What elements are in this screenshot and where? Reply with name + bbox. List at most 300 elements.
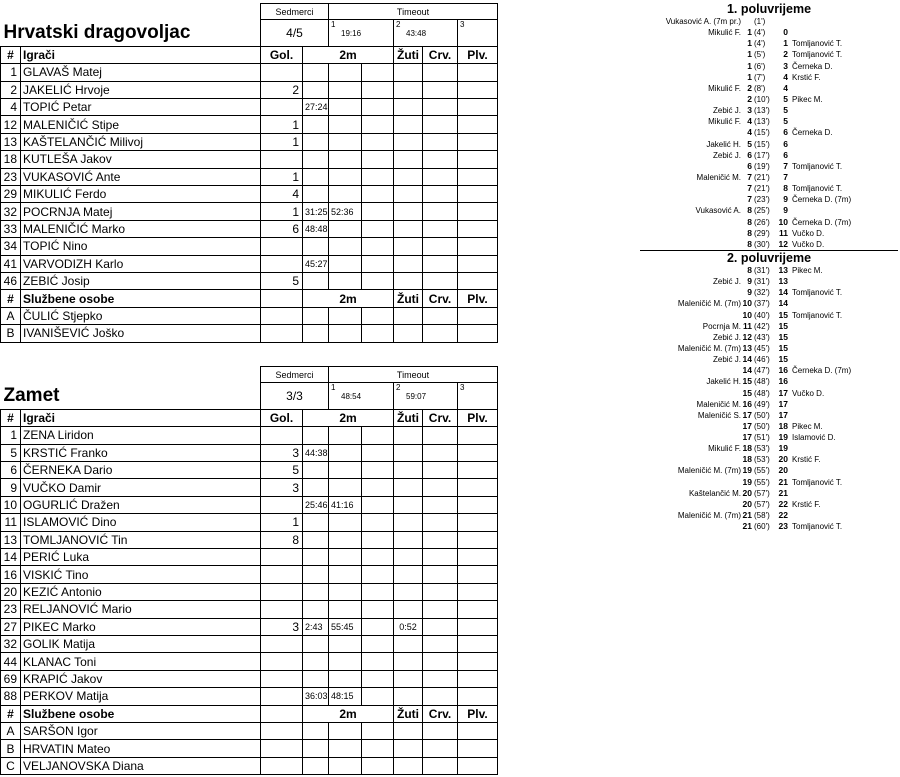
- suspension-2: [329, 479, 362, 496]
- home-score: 6: [747, 160, 752, 171]
- red-card: [423, 670, 458, 687]
- home-score: 2: [747, 82, 752, 93]
- away-score: 4: [783, 71, 788, 82]
- blue-card: [458, 601, 498, 618]
- blue-card: [458, 427, 498, 444]
- player-number: 12: [1, 116, 21, 133]
- away-scorer: Černeka D.: [792, 128, 833, 138]
- suspension-2: [329, 444, 362, 461]
- suspension-3: [362, 688, 394, 705]
- goal-event: [640, 183, 898, 194]
- event-minute: (4'): [754, 28, 766, 38]
- player-name: GOLIK Matija: [21, 635, 261, 652]
- home-score: 1: [747, 38, 752, 49]
- event-minute: (47'): [754, 366, 770, 376]
- player-goals: [261, 688, 303, 705]
- goal-event: [640, 161, 898, 172]
- official-name: SARŠON Igor: [21, 722, 261, 739]
- official-name: ČULIĆ Stjepko: [21, 307, 261, 324]
- red-card: [423, 203, 458, 220]
- player-row: [1, 238, 498, 255]
- yellow-card: [394, 549, 423, 566]
- sedmerci-label: Sedmerci: [261, 367, 329, 383]
- player-number: 2: [1, 81, 21, 98]
- goal-event: [640, 217, 898, 228]
- event-minute: (5'): [754, 50, 766, 60]
- player-row: [1, 116, 498, 133]
- suspension-2: 52:36: [329, 203, 362, 220]
- timeout-cell: [394, 383, 458, 410]
- away-score: 15: [778, 309, 788, 320]
- away-scorer: Pikec M.: [792, 421, 823, 431]
- blue-card: [458, 653, 498, 670]
- player-number: 9: [1, 479, 21, 496]
- blue-card: [458, 133, 498, 150]
- player-name: ZEBIĆ Josip: [21, 272, 261, 289]
- player-number: 34: [1, 238, 21, 255]
- red-card: [423, 462, 458, 479]
- player-name: VUČKO Damir: [21, 479, 261, 496]
- suspension-1: 25:46: [303, 496, 329, 513]
- event-minute: (53'): [754, 455, 770, 465]
- col-header-2min: 2m: [303, 46, 394, 63]
- goal-event: [640, 354, 898, 365]
- home-scorer: Maleničić M. (7m): [677, 466, 741, 476]
- away-score: 3: [783, 60, 788, 71]
- player-number: 1: [1, 427, 21, 444]
- event-minute: (29'): [754, 228, 770, 238]
- col-header-officials: Službene osobe: [21, 290, 261, 307]
- suspension-2: [329, 255, 362, 272]
- col-header-yellow: Žuti: [394, 290, 423, 307]
- red-card: [423, 583, 458, 600]
- away-scorer: Vučko D.: [792, 228, 825, 238]
- suspension-1: [303, 64, 329, 81]
- event-minute: (55'): [754, 466, 770, 476]
- event-minute: (7'): [754, 72, 766, 82]
- red-card: [423, 566, 458, 583]
- goal-event: [640, 298, 898, 309]
- suspension-1: 2:43: [303, 618, 329, 635]
- blue-card: [458, 151, 498, 168]
- player-goals: [261, 653, 303, 670]
- goal-event: [640, 105, 898, 116]
- suspension-3: [362, 444, 394, 461]
- suspension-2: [329, 133, 362, 150]
- player-goals: [261, 64, 303, 81]
- timeout-time: 19:16: [341, 29, 362, 39]
- suspension-3: [362, 168, 394, 185]
- yellow-card: [394, 64, 423, 81]
- away-score: 20: [778, 465, 788, 476]
- goal-event: [640, 72, 898, 83]
- event-minute: (48'): [754, 388, 770, 398]
- col-header-red: Crv.: [423, 409, 458, 426]
- suspension-1: [303, 740, 329, 757]
- player-goals: [261, 255, 303, 272]
- suspension-3: [362, 514, 394, 531]
- home-score: 4: [747, 116, 752, 127]
- red-card: [423, 151, 458, 168]
- timeout-cell: [394, 20, 458, 47]
- blue-card: [458, 203, 498, 220]
- yellow-card: [394, 722, 423, 739]
- half-title: 1. poluvrijeme: [726, 2, 812, 16]
- blue-card: [458, 549, 498, 566]
- home-score: 8: [747, 216, 752, 227]
- away-scorer: Vučko D.: [792, 388, 825, 398]
- suspension-3: [362, 549, 394, 566]
- goal-event: [640, 116, 898, 127]
- goal-event: [640, 510, 898, 521]
- col-header-red: Crv.: [423, 290, 458, 307]
- blue-card: [458, 238, 498, 255]
- home-score: 12: [742, 331, 752, 342]
- goal-event: [640, 332, 898, 343]
- away-score: 17: [778, 409, 788, 420]
- official-id: B: [1, 325, 21, 342]
- event-minute: (15'): [754, 139, 770, 149]
- event-minute: (13'): [754, 117, 770, 127]
- red-card: [423, 618, 458, 635]
- team-name: Hrvatski dragovoljac: [3, 21, 191, 43]
- spacer: [1, 367, 261, 383]
- event-minute: (53'): [754, 444, 770, 454]
- player-row: [1, 151, 498, 168]
- player-number: 11: [1, 514, 21, 531]
- away-scorer: Islamović D.: [792, 433, 836, 443]
- away-score: 15: [778, 342, 788, 353]
- event-minute: (6'): [754, 61, 766, 71]
- away-scorer: Tomljanović T.: [792, 161, 843, 171]
- event-minute: (46'): [754, 355, 770, 365]
- red-card: [423, 688, 458, 705]
- home-score: 21: [742, 510, 752, 521]
- col-header-blue: Plv.: [458, 705, 498, 722]
- home-score: 1: [747, 27, 752, 38]
- event-minute: (19'): [754, 161, 770, 171]
- away-score: 18: [778, 420, 788, 431]
- away-score: 19: [778, 443, 788, 454]
- red-card: [423, 740, 458, 757]
- suspension-3: [362, 618, 394, 635]
- home-score: 7: [747, 183, 752, 194]
- red-card: [423, 444, 458, 461]
- suspension-2: [329, 238, 362, 255]
- player-goals: [261, 549, 303, 566]
- col-header-yellow: Žuti: [394, 409, 423, 426]
- goal-event: [640, 287, 898, 298]
- timeout-cell: [458, 383, 498, 410]
- goal-event: [640, 172, 898, 183]
- blue-card: [458, 635, 498, 652]
- blue-card: [458, 618, 498, 635]
- goal-event: [640, 94, 898, 105]
- suspension-3: [362, 81, 394, 98]
- suspension-2: [329, 168, 362, 185]
- timeout-cell: [329, 383, 394, 410]
- empty-cell: [261, 307, 303, 324]
- player-row: [1, 479, 498, 496]
- col-header-number: #: [1, 409, 21, 426]
- home-scorer: Vukasović A. (7m pr.): [665, 17, 741, 26]
- yellow-card: [394, 220, 423, 237]
- official-name: VELJANOVSKA Diana: [21, 757, 261, 774]
- suspension-2: [329, 635, 362, 652]
- timeout-number: 2: [396, 383, 401, 393]
- suspension-2: [329, 325, 362, 342]
- player-name: ISLAMOVIĆ Dino: [21, 514, 261, 531]
- red-card: [423, 722, 458, 739]
- player-number: 69: [1, 670, 21, 687]
- suspension-1: [303, 549, 329, 566]
- suspension-2: [329, 583, 362, 600]
- blue-card: [458, 757, 498, 774]
- event-minute: (51'): [754, 433, 770, 443]
- timeout-label: Timeout: [329, 367, 498, 383]
- suspension-3: [362, 238, 394, 255]
- suspension-1: [303, 272, 329, 289]
- player-name: KRAPIĆ Jakov: [21, 670, 261, 687]
- event-minute: (10'): [754, 94, 770, 104]
- suspension-2: [329, 81, 362, 98]
- away-scorer: Černeka D. (7m): [792, 195, 852, 205]
- player-goals: 4: [261, 186, 303, 203]
- suspension-3: [362, 722, 394, 739]
- suspension-2: [329, 116, 362, 133]
- home-score: 5: [747, 138, 752, 149]
- away-score: 21: [778, 476, 788, 487]
- blue-card: [458, 64, 498, 81]
- away-score: 19: [778, 432, 788, 443]
- blue-card: [458, 583, 498, 600]
- suspension-2: [329, 64, 362, 81]
- suspension-1: [303, 133, 329, 150]
- red-card: [423, 168, 458, 185]
- player-name: PERKOV Matija: [21, 688, 261, 705]
- suspension-1: 27:24: [303, 99, 329, 116]
- goal-event: [640, 432, 898, 443]
- player-number: 6: [1, 462, 21, 479]
- player-row: [1, 272, 498, 289]
- home-score: 2: [747, 93, 752, 104]
- official-id: C: [1, 757, 21, 774]
- suspension-1: [303, 168, 329, 185]
- red-card: [423, 272, 458, 289]
- away-score: 11: [779, 227, 788, 238]
- player-number: 16: [1, 566, 21, 583]
- official-row: [1, 307, 498, 324]
- blue-card: [458, 531, 498, 548]
- home-scorer: Maleničić M. (7m): [677, 299, 741, 309]
- player-row: [1, 635, 498, 652]
- yellow-card: [394, 740, 423, 757]
- away-score: 1: [783, 38, 788, 49]
- official-row: [1, 722, 498, 739]
- blue-card: [458, 566, 498, 583]
- yellow-card: [394, 186, 423, 203]
- event-minute: (31'): [754, 277, 770, 287]
- timeout-number: 1: [331, 20, 336, 30]
- player-number: 13: [1, 133, 21, 150]
- event-minute: (8'): [754, 83, 766, 93]
- red-card: [423, 307, 458, 324]
- home-scorer: Jakelić H.: [706, 377, 741, 387]
- goal-event: [640, 265, 898, 276]
- player-row: [1, 688, 498, 705]
- player-goals: [261, 496, 303, 513]
- suspension-1: [303, 81, 329, 98]
- suspension-1: [303, 427, 329, 444]
- player-number: 88: [1, 688, 21, 705]
- suspension-1: [303, 531, 329, 548]
- player-row: [1, 670, 498, 687]
- suspension-1: [303, 514, 329, 531]
- event-minute: (40'): [754, 310, 770, 320]
- event-minute: (42'): [754, 321, 770, 331]
- suspension-3: [362, 99, 394, 116]
- yellow-card: [394, 514, 423, 531]
- player-name: VUKASOVIĆ Ante: [21, 168, 261, 185]
- suspension-1: [303, 566, 329, 583]
- away-scorer: Pikec M.: [792, 265, 823, 275]
- col-header-number: #: [1, 290, 21, 307]
- yellow-card: [394, 601, 423, 618]
- home-scorer: Mikulić F.: [708, 28, 741, 38]
- player-goals: 3: [261, 444, 303, 461]
- goal-event: [640, 477, 898, 488]
- suspension-2: 55:45: [329, 618, 362, 635]
- home-score: 19: [742, 465, 752, 476]
- home-score: 20: [742, 498, 752, 509]
- yellow-card: [394, 325, 423, 342]
- red-card: [423, 601, 458, 618]
- col-header-players: Igrači: [21, 46, 261, 63]
- blue-card: [458, 496, 498, 513]
- red-card: [423, 116, 458, 133]
- away-score: 5: [783, 105, 788, 116]
- timeout-time: 43:48: [406, 29, 427, 39]
- player-row: [1, 168, 498, 185]
- player-name: KAŠTELANČIĆ Milivoj: [21, 133, 261, 150]
- suspension-1: 45:27: [303, 255, 329, 272]
- suspension-1: [303, 462, 329, 479]
- away-scorer: Tomljanović T.: [792, 288, 843, 298]
- player-row: [1, 618, 498, 635]
- col-header-2min: 2m: [303, 409, 394, 426]
- suspension-1: [303, 238, 329, 255]
- player-row: [1, 81, 498, 98]
- player-number: 14: [1, 549, 21, 566]
- player-name: VARVODIZH Karlo: [21, 255, 261, 272]
- suspension-3: [362, 203, 394, 220]
- red-card: [423, 186, 458, 203]
- goal-event: [640, 365, 898, 376]
- yellow-card: [394, 255, 423, 272]
- goal-event: [640, 321, 898, 332]
- player-name: KEZIĆ Antonio: [21, 583, 261, 600]
- official-row: [1, 740, 498, 757]
- suspension-3: [362, 151, 394, 168]
- home-score: 14: [742, 354, 752, 365]
- suspension-1: [303, 757, 329, 774]
- suspension-2: [329, 601, 362, 618]
- empty-cell: [261, 722, 303, 739]
- blue-card: [458, 220, 498, 237]
- red-card: [423, 635, 458, 652]
- home-score: 1: [747, 71, 752, 82]
- away-scorer: Tomljanović T.: [792, 522, 843, 532]
- away-score: 10: [778, 216, 788, 227]
- goal-event: [640, 410, 898, 421]
- away-score: 9: [783, 205, 788, 216]
- player-goals: 1: [261, 116, 303, 133]
- timeout-number: 2: [396, 20, 401, 30]
- suspension-3: [362, 479, 394, 496]
- suspension-3: [362, 583, 394, 600]
- red-card: [423, 238, 458, 255]
- away-score: 7: [783, 171, 788, 182]
- timeout-label: Timeout: [329, 4, 498, 20]
- home-score: 9: [747, 276, 752, 287]
- red-card: [423, 549, 458, 566]
- official-name: IVANIŠEVIĆ Joško: [21, 325, 261, 342]
- away-scorer: Pikec M.: [792, 94, 823, 104]
- home-scorer: Zebić J.: [712, 332, 741, 342]
- event-minute: (32'): [754, 288, 770, 298]
- home-score: 8: [747, 227, 752, 238]
- event-minute: (4'): [754, 39, 766, 49]
- yellow-card: [394, 583, 423, 600]
- col-header-number: #: [1, 46, 21, 63]
- home-score: 8: [747, 264, 752, 275]
- home-score: 8: [747, 238, 752, 249]
- home-score: 7: [747, 194, 752, 205]
- player-goals: 1: [261, 168, 303, 185]
- roster-table: [0, 366, 498, 775]
- red-card: [423, 64, 458, 81]
- home-scorer: Maleničić M.: [696, 399, 741, 409]
- player-number: 18: [1, 151, 21, 168]
- timeout-number: 3: [460, 20, 465, 30]
- suspension-2: [329, 272, 362, 289]
- timeout-number: 1: [331, 383, 336, 393]
- home-score: 1: [747, 49, 752, 60]
- blue-card: [458, 514, 498, 531]
- suspension-2: [329, 653, 362, 670]
- blue-card: [458, 186, 498, 203]
- event-minute: (25'): [754, 206, 770, 216]
- red-card: [423, 757, 458, 774]
- player-goals: 3: [261, 479, 303, 496]
- goal-event: [640, 276, 898, 287]
- player-name: POCRNJA Matej: [21, 203, 261, 220]
- yellow-card: [394, 531, 423, 548]
- home-scorer: Zebić J.: [712, 106, 741, 116]
- home-scorer: Mikulić F.: [708, 83, 741, 93]
- sedmerci-value: 3/3: [261, 383, 329, 410]
- home-scorer: Maleničić M. (7m): [677, 343, 741, 353]
- suspension-2: [329, 757, 362, 774]
- yellow-card: [394, 81, 423, 98]
- home-score: 7: [747, 171, 752, 182]
- event-minute: (55'): [754, 477, 770, 487]
- player-name: VISKIĆ Tino: [21, 566, 261, 583]
- suspension-1: [303, 325, 329, 342]
- suspension-3: [362, 325, 394, 342]
- suspension-3: [362, 427, 394, 444]
- suspension-2: [329, 462, 362, 479]
